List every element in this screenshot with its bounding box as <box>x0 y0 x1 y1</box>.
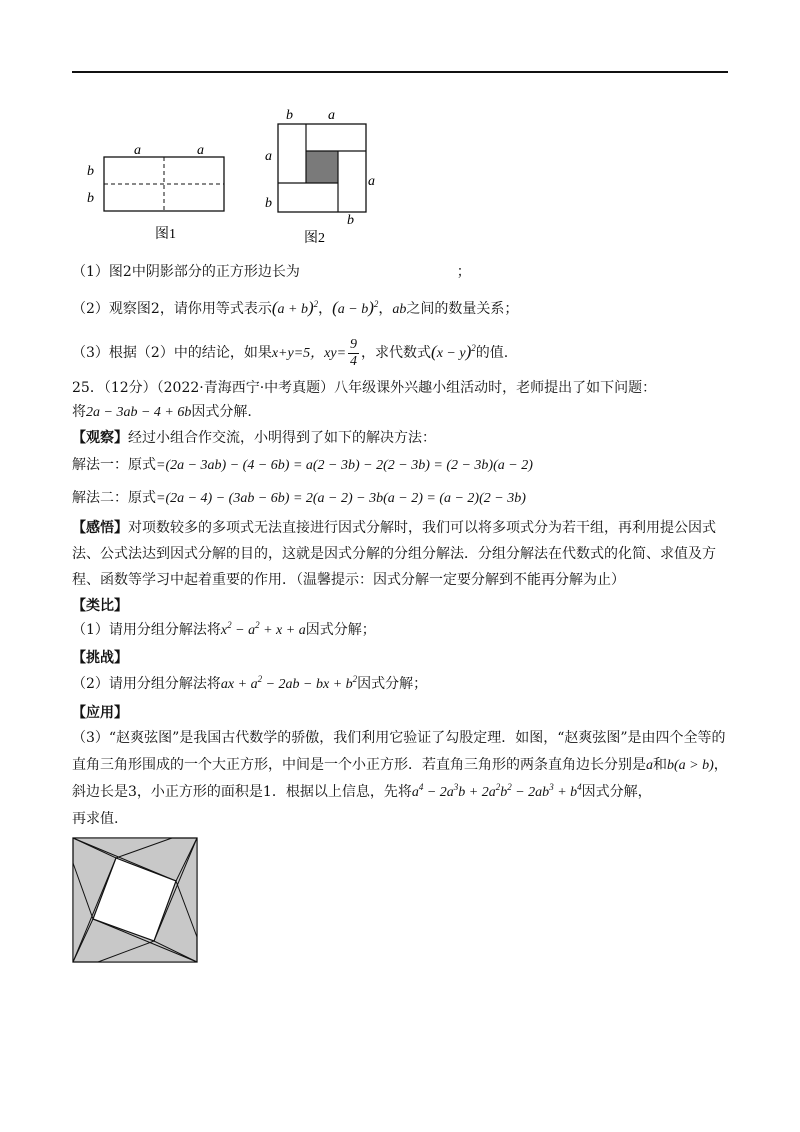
fig2-shaded-square <box>306 151 338 183</box>
fig2-label-b-top: b <box>286 108 293 123</box>
fig2-label-a-right: a <box>368 174 375 189</box>
fig1-label-b-bottom: b <box>87 191 94 206</box>
zhao-shuang-diagram <box>72 837 198 963</box>
q25-insight: 【感悟】对项数较多的多项式无法直接进行因式分解时，我们可以将多项式分为若干组，再利用提公因式法、公式法达到因式分解的目的，这就是因式分解的分组分解法．分组分解法在代数式的化简、求值及方程、函数等学习中起着重要的作用．（温馨提示：因式分解一定要分解到不能再分解为止） <box>72 520 716 588</box>
q25-observe: 【观察】经过小组合作交流，小明得到了如下的解决方法： <box>72 430 436 446</box>
figure-2 <box>262 104 382 249</box>
q25-challenge-label: 【挑战】 <box>72 650 128 666</box>
fig2-label-a-top: a <box>328 108 335 123</box>
q24-part-1: （1）图2中阴影部分的正方形边长为 ； <box>72 264 471 280</box>
fig2-label-a-left: a <box>265 149 272 164</box>
fig2-label-b-left: b <box>265 196 272 211</box>
q25-apply-label: 【应用】 <box>72 705 128 721</box>
q25-task: 将2a − 3ab − 4 + 6b因式分解. <box>72 404 252 420</box>
q25-analogy-label: 【类比】 <box>72 598 128 614</box>
q25-header: 25．（12分）（2022·青海西宁·中考真题）八年级课外兴趣小组活动时，老师提出了如下问题： <box>72 380 657 396</box>
q25-apply-text: （3）“赵爽弦图”是我国古代数学的骄傲，我们利用它验证了勾股定理．如图，“赵爽弦图”是由四个全等的直角三角形围成的一个大正方形，中间是一个小正方形．若直角三角形的两条直角边长分别是a和b(a > b)，斜边长是3，小正方形的面积是1．根据以上信息，先将$a^4 - 2a^3b + 2a^2b^2 - 2ab^3 + b^4$因式分解， 再求值. <box>72 730 728 827</box>
fig2-label-b-bottom: b <box>347 213 354 228</box>
fig1-label-b-top: b <box>87 164 94 179</box>
q24-part-2: （2）观察图2，请你用等式表示$(a + b)^2$，$(a - b)^2$，ab之间的数量关系； <box>72 298 519 317</box>
q25-challenge-task: （2）请用分组分解法将ax + $a^2 - 2ab$ − bx + $b^2$因式分解； <box>72 674 428 692</box>
q25-analogy-task: （1）请用分组分解法将$x^2 - a^2 + x + a$因式分解； <box>72 620 376 638</box>
header-rule <box>72 71 728 73</box>
q25-solution-1: 解法一：原式=(2a − 3ab) − (4 − 6b) = a(2 − 3b) − 2(2 − 3b) = (2 − 3b)(a − 2) <box>72 457 533 473</box>
fig1-label-a-right: a <box>197 143 204 158</box>
fig2-caption: 图2 <box>304 231 325 246</box>
fig1-caption: 图1 <box>155 227 176 242</box>
figure-1 <box>84 138 244 248</box>
q25-solution-2: 解法二：原式=(2a − 4) − (3ab − 6b) = 2(a − 2) − 3b(a − 2) = (a − 2)(2 − 3b) <box>72 490 526 506</box>
q24-part-3: （3）根据（2）中的结论，如果x+y=5，xy= $\frac{9}{4}$ ，求代数式$(x - y)^2$的值. <box>72 336 509 369</box>
fig1-label-a-left: a <box>134 143 141 158</box>
